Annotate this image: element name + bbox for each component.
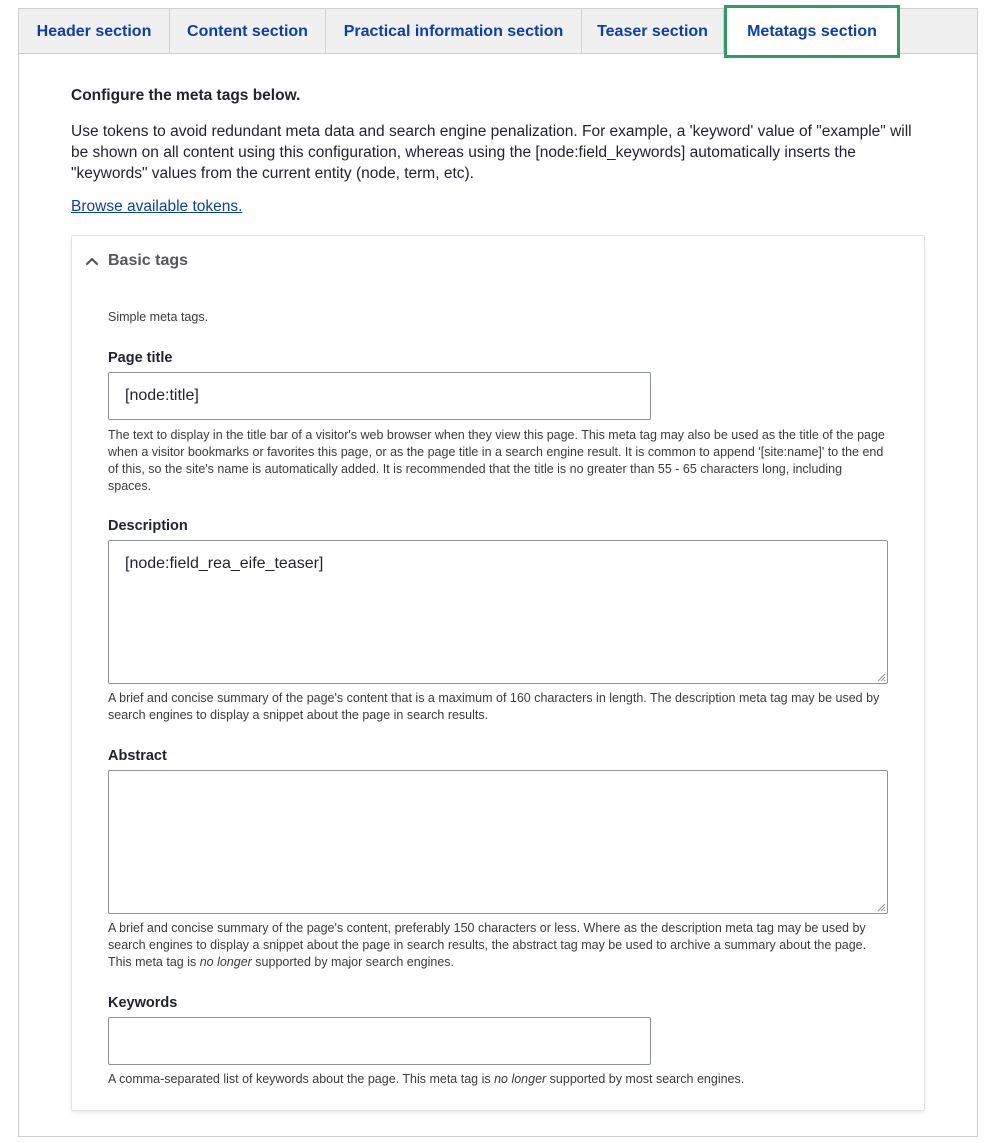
- abstract-help-text: A brief and concise summary of the page's content, preferably 150 characters or less. Where as the description meta tag may be used by search engines to display a snippet about the page in search results, the abstract tag may be used to archive a summary about the page. This meta tag is: [108, 921, 867, 969]
- intro-title: Configure the meta tags below.: [71, 87, 301, 104]
- description-help: A brief and concise summary of the page's content that is a maximum of 160 characters in length. The description meta tag may be used by search engines to display a snippet about the page in search results.: [108, 691, 880, 722]
- chevron-up-icon: [84, 253, 100, 269]
- page-title-help: The text to display in the title bar of a visitor's web browser when they view this page. This meta tag may also be used as the title of the page when a visitor bookmarks or favorites this page, or as the page title in a search engine result. It is common to append '[site:name]' to the end of this, so the site's name is automatically added. It is recommended that the title is no greater than 55 - 65 characters long, including spaces.: [108, 428, 885, 493]
- browse-tokens-link[interactable]: Browse available tokens.: [71, 198, 243, 215]
- keywords-label: Keywords: [108, 995, 178, 1011]
- abstract-help-emphasis: no longer: [199, 955, 252, 969]
- page-title-input[interactable]: [node:title]: [108, 372, 651, 420]
- tab-metatags-section[interactable]: Metatags section: [724, 5, 900, 58]
- abstract-label: Abstract: [108, 748, 167, 764]
- basic-tags-label: Basic tags: [108, 252, 189, 269]
- fieldset-description: Simple meta tags.: [108, 310, 209, 324]
- resize-grip-icon[interactable]: [877, 903, 886, 912]
- keywords-help-text-end: supported by most search engines.: [546, 1072, 745, 1086]
- abstract-help: [108, 920, 888, 971]
- tab-practical-information-section[interactable]: Practical information section: [326, 9, 582, 54]
- description-value: [node:field_rea_eife_teaser]: [125, 555, 324, 572]
- tab-header-section[interactable]: Header section: [19, 9, 170, 54]
- page-title-label: Page title: [108, 350, 173, 366]
- keywords-help-text: A comma-separated list of keywords about the page. This meta tag is: [108, 1072, 495, 1086]
- intro-section: [71, 86, 926, 216]
- tab-bar: [19, 9, 977, 54]
- keywords-help: [108, 1071, 888, 1088]
- abstract-help-text-end: supported by major search engines.: [251, 955, 455, 969]
- tab-content-section[interactable]: Content section: [170, 9, 326, 54]
- abstract-textarea[interactable]: [108, 770, 888, 914]
- intro-text: Use tokens to avoid redundant meta data and search engine penalization. For example, a 'keyword' value of "example" will be shown on all content using this configuration, whereas using the [node:field_keywords] automatically inserts the "keywords" values from the current entity (node, term, etc).: [71, 123, 912, 182]
- resize-grip-icon[interactable]: [877, 673, 886, 682]
- basic-tags-toggle[interactable]: [84, 250, 188, 272]
- basic-tags-fieldset: [71, 235, 925, 1111]
- keywords-input[interactable]: [108, 1017, 651, 1065]
- tab-teaser-section[interactable]: Teaser section: [582, 9, 724, 54]
- keywords-help-emphasis: no longer: [494, 1072, 547, 1086]
- description-textarea[interactable]: [108, 540, 888, 684]
- description-label: Description: [108, 518, 188, 534]
